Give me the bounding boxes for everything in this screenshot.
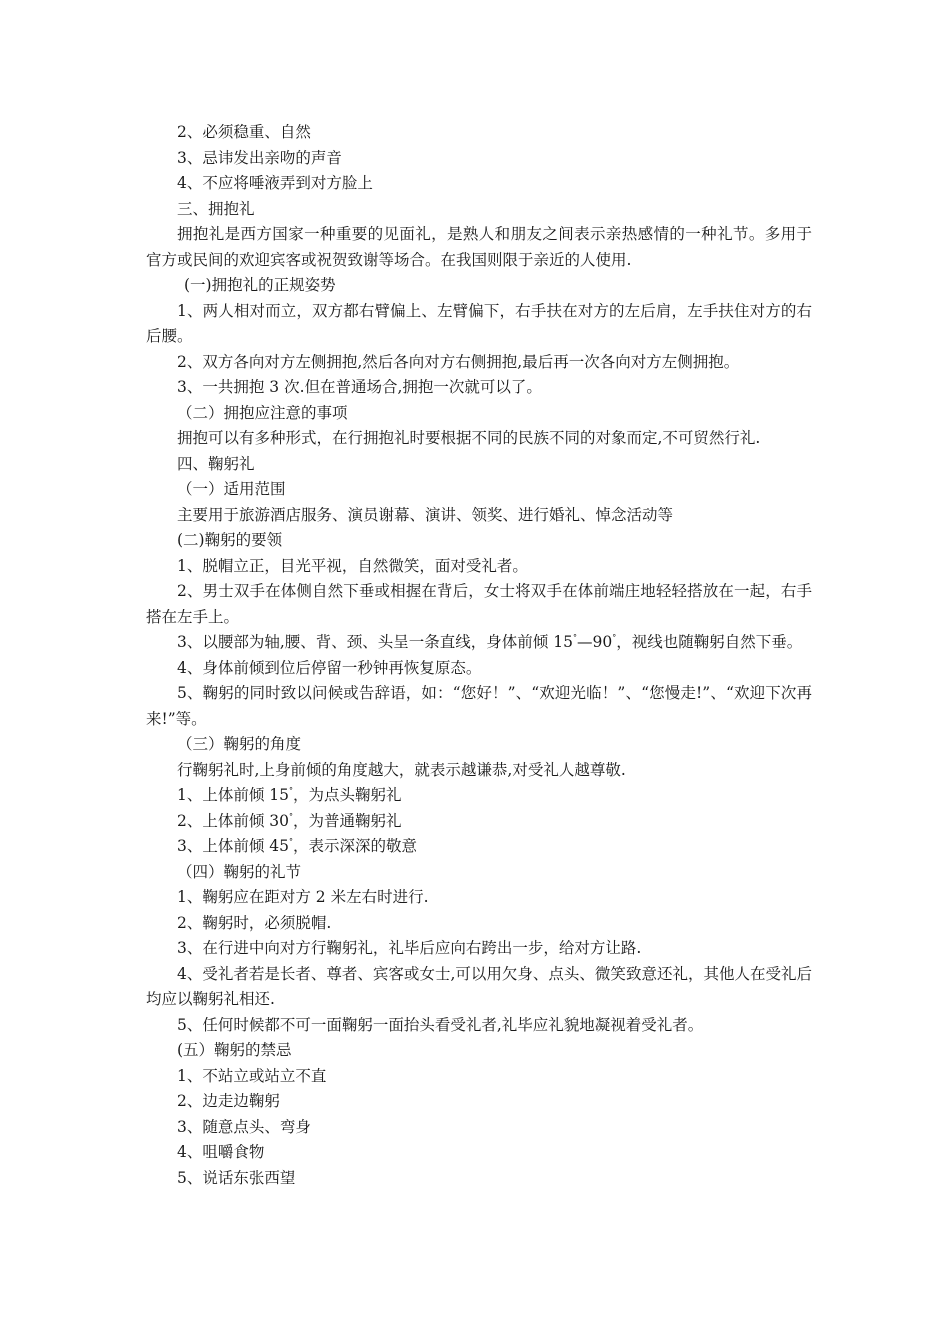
paragraph: 1、脱帽立正，目光平视，自然微笑，面对受礼者。 — [177, 556, 528, 575]
text-segment: 3、以腰部为轴,腰、背、颈、头呈一条直线，身体前倾 15 — [177, 633, 573, 651]
paragraph: 3、忌讳发出亲吻的声音 — [177, 148, 342, 167]
paragraph — [146, 809, 812, 835]
paragraph: 行鞠躬礼时,上身前倾的角度越大，就表示越谦恭,对受礼人越尊敬. — [177, 760, 626, 779]
subsection-heading: （一）适用范围 — [177, 480, 286, 498]
paragraph: 5、鞠躬的同时致以问候或告辞语，如：“您好！”、“欢迎光临！”、“您慢走!”、“欢迎下次再来!”等。 — [146, 684, 812, 728]
text-segment: 2、上体前倾 30 — [177, 811, 290, 830]
paragraph: 拥抱可以有多种形式，在行拥抱礼时要根据不同的民族不同的对象而定,不可贸然行礼. — [177, 429, 761, 447]
section-heading: 四、鞠躬礼 — [177, 454, 255, 473]
degree-mark: ° — [289, 811, 294, 821]
paragraph: 1、不站立或站立不直 — [177, 1066, 327, 1085]
text-segment: 1、上体前倾 15 — [177, 786, 290, 804]
paragraph — [146, 834, 812, 860]
paragraph: 主要用于旅游酒店服务、演员谢幕、演讲、领奖、进行婚礼、悼念活动等 — [177, 505, 674, 524]
degree-mark: ° — [289, 786, 294, 795]
paragraph: 4、咀嚼食物 — [177, 1143, 265, 1161]
text-segment: ，视线也随鞠躬自然下垂。 — [616, 633, 803, 651]
paragraph: 1、两人相对而立，双方都右臂偏上、左臂偏下，右手扶在对方的左后肩，左手扶住对方的右后腰。 — [146, 301, 812, 345]
subsection-heading: (二)鞠躬的要领 — [177, 531, 283, 549]
paragraph: 4、身体前倾到位后停留一秒钟再恢复原态。 — [177, 658, 482, 677]
subsection-heading: (五）鞠躬的禁忌 — [177, 1041, 292, 1059]
paragraph — [146, 630, 812, 656]
paragraph: 3、随意点头、弯身 — [177, 1117, 311, 1136]
paragraph: 2、必须稳重、自然 — [177, 123, 311, 141]
paragraph: 4、不应将唾液弄到对方脸上 — [177, 174, 373, 192]
paragraph: 2、男士双手在体侧自然下垂或相握在背后，女士将双手在体前端庄地轻轻搭放在一起，右手搭在左手上。 — [146, 582, 812, 626]
text-segment: ，表示深深的敬意 — [293, 837, 418, 855]
paragraph — [146, 783, 812, 809]
paragraph: 拥抱礼是西方国家一种重要的见面礼，是熟人和朋友之间表示亲热感情的一种礼节。多用于官方或民间的欢迎宾客或祝贺致谢等场合。在我国则限于亲近的人使用. — [146, 225, 812, 269]
degree-mark: ° — [289, 837, 294, 846]
degree-mark: ° — [572, 633, 577, 642]
subsection-heading: （二）拥抱应注意的事项 — [177, 403, 348, 422]
paragraph: 2、边走边鞠躬 — [177, 1092, 280, 1110]
degree-mark: ° — [612, 633, 617, 642]
text-segment: 3、上体前倾 45 — [177, 837, 290, 855]
subsection-heading: （三）鞠躬的角度 — [177, 735, 302, 753]
paragraph: 3、一共拥抱 3 次.但在普通场合,拥抱一次就可以了。 — [177, 378, 542, 396]
paragraph: 3、在行进中向对方行鞠躬礼，礼毕后应向右跨出一步，给对方让路. — [177, 939, 642, 957]
paragraph: 5、任何时候都不可一面鞠躬一面抬头看受礼者,礼毕应礼貌地凝视着受礼者。 — [177, 1015, 704, 1034]
paragraph: 5、说话东张西望 — [177, 1168, 296, 1187]
paragraph: 2、双方各向对方左侧拥抱,然后各向对方右侧拥抱,最后再一次各向对方左侧拥抱。 — [177, 352, 740, 371]
subsection-heading: (一)拥抱礼的正规姿势 — [184, 276, 336, 294]
text-segment: ，为普通鞠躬礼 — [293, 811, 402, 830]
text-segment: —90 — [576, 633, 613, 651]
paragraph: 1、鞠躬应在距对方 2 米左右时进行. — [177, 888, 429, 906]
section-heading: 三、拥抱礼 — [177, 199, 255, 218]
document-body — [146, 120, 812, 1191]
subsection-heading: （四）鞠躬的礼节 — [177, 862, 302, 881]
paragraph: 4、受礼者若是长者、尊者、宾客或女士,可以用欠身、点头、微笑致意还礼，其他人在受礼后均应以鞠躬礼相还. — [146, 964, 812, 1008]
paragraph: 2、鞠躬时，必须脱帽. — [177, 913, 332, 932]
text-segment: ，为点头鞠躬礼 — [293, 786, 402, 804]
